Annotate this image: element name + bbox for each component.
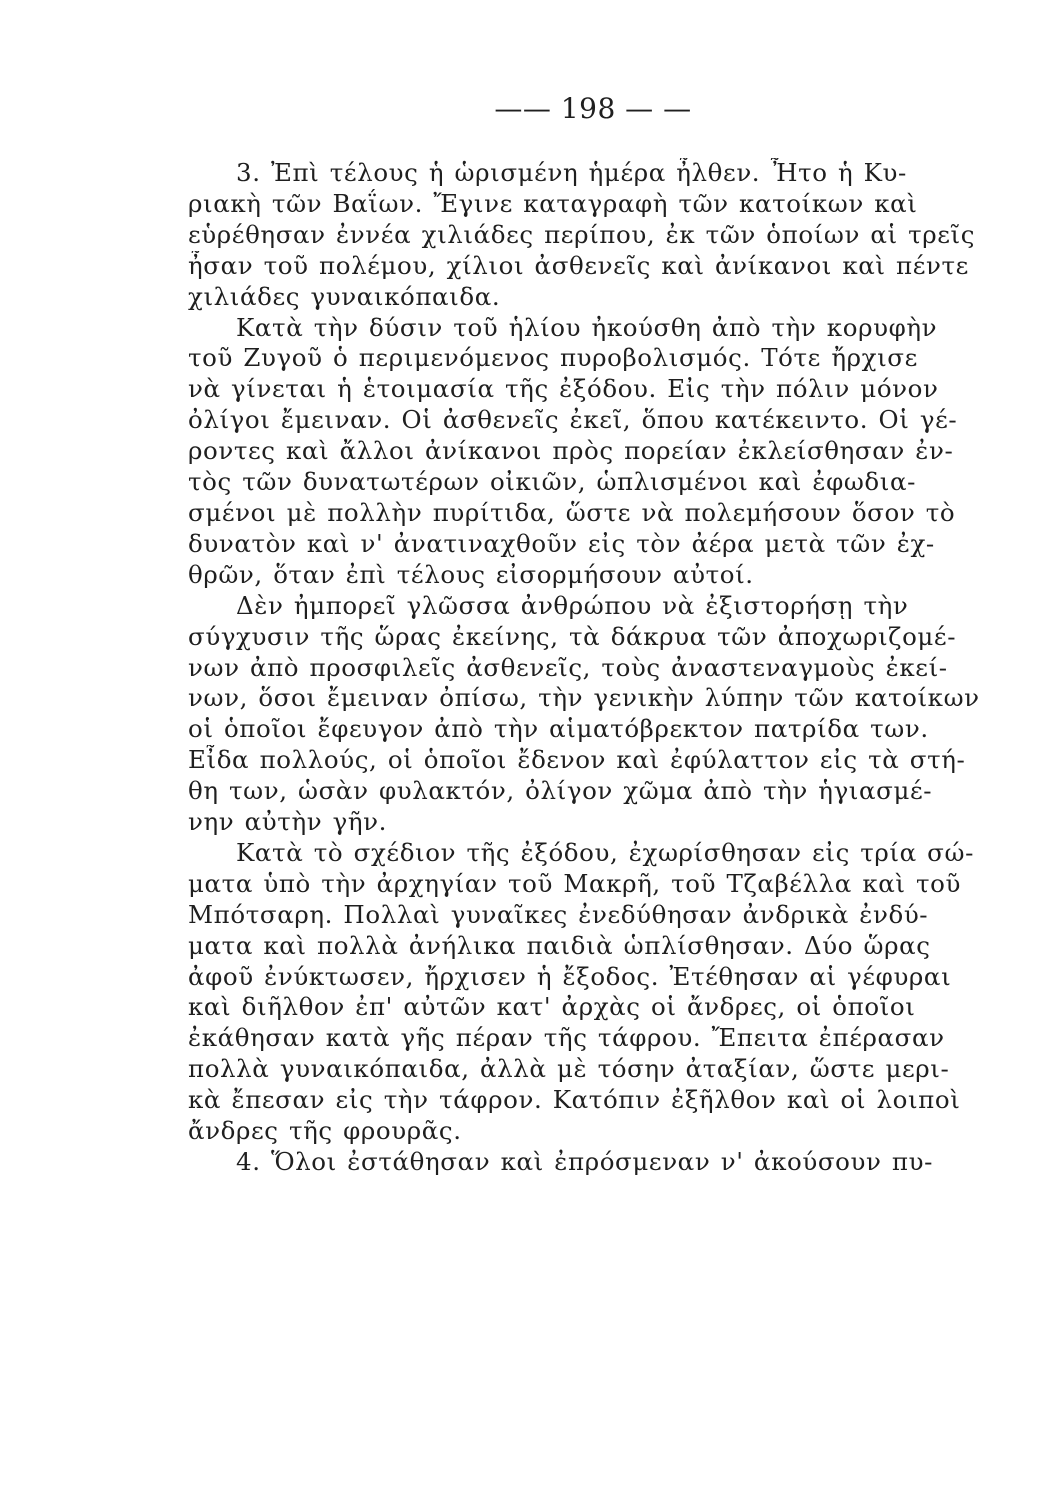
text-line: ματα ὑπὸ τὴν ἀρχηγίαν τοῦ Μακρῆ, τοῦ Τζαβέλλα καὶ τοῦ: [188, 868, 961, 898]
text-line: εὑρέθησαν ἐννέα χιλιάδες περίπου, ἐκ τῶν ὁποίων αἱ τρεῖς: [188, 219, 976, 249]
body-text: [188, 158, 998, 1178]
text-line: χιλιάδες γυναικόπαιδα.: [188, 281, 501, 311]
text-line: 4. Ὅλοι ἐστάθησαν καὶ ἐπρόσμεναν ν' ἀκούσουν πυ-: [236, 1147, 933, 1176]
text-line: Δὲν ἠμπορεῖ γλῶσσα ἀνθρώπου νὰ ἐξιστορήσῃ τὴν: [236, 590, 909, 620]
text-line: τὸς τῶν δυνατωτέρων οἰκιῶν, ὡπλισμένοι καὶ ἐφωδια-: [188, 467, 916, 497]
paragraph: [188, 158, 998, 313]
paragraph: [188, 838, 998, 1147]
text-line: ροντες καὶ ἄλλοι ἀνίκανοι πρὸς πορείαν ἐκλείσθησαν ἐν-: [188, 436, 954, 466]
text-line: ἀφοῦ ἐνύκτωσεν, ἤρχισεν ἡ ἔξοδος. Ἐτέθησαν αἱ γέφυραι: [188, 961, 952, 991]
text-line: Εἶδα πολλούς, οἱ ὁποῖοι ἔδενον καὶ ἐφύλαττον εἰς τὰ στή-: [188, 745, 966, 775]
text-line: νὰ γίνεται ἡ ἑτοιμασία τῆς ἐξόδου. Εἰς τὴν πόλιν μόνον: [188, 374, 939, 404]
text-line: ἐκάθησαν κατὰ γῆς πέραν τῆς τάφρου. Ἔπειτα ἐπέρασαν: [188, 1023, 945, 1053]
text-line: νων ἀπὸ προσφιλεῖς ἀσθενεῖς, τοὺς ἀναστεναγμοὺς ἐκεί-: [188, 652, 948, 682]
text-line: νην αὐτὴν γῆν.: [188, 807, 388, 837]
book-page: [188, 92, 998, 1482]
text-line: Μπότσαρη. Πολλαὶ γυναῖκες ἐνεδύθησαν ἀνδρικὰ ἐνδύ-: [188, 899, 929, 929]
text-line: ὀλίγοι ἔμειναν. Οἱ ἀσθενεῖς ἐκεῖ, ὅπου κατέκειντο. Οἱ γέ-: [188, 405, 958, 435]
page-number: —— 198 — —: [494, 92, 692, 125]
text-line: Κατὰ τὸ σχέδιον τῆς ἐξόδου, ἐχωρίσθησαν εἰς τρία σώ-: [236, 837, 974, 867]
paragraph: [188, 1147, 998, 1178]
text-line: πολλὰ γυναικόπαιδα, ἀλλὰ μὲ τόσην ἀταξίαν, ὥστε μερι-: [188, 1054, 950, 1084]
text-line: οἱ ὁποῖοι ἔφευγον ἀπὸ τὴν αἱματόβρεκτον πατρίδα των.: [188, 714, 929, 744]
paragraph: [188, 313, 998, 591]
text-line: ἦσαν τοῦ πολέμου, χίλιοι ἀσθενεῖς καὶ ἀνίκανοι καὶ πέντε: [188, 250, 969, 280]
text-line: νων, ὅσοι ἔμειναν ὀπίσω, τὴν γενικὴν λύπην τῶν κατοίκων: [188, 683, 980, 713]
text-line: καὶ διῆλθον ἐπ' αὐτῶν κατ' ἀρχὰς οἱ ἄνδρες, οἱ ὁποῖοι: [188, 992, 916, 1022]
text-line: Κατὰ τὴν δύσιν τοῦ ἡλίου ἠκούσθη ἀπὸ τὴν κορυφὴν: [236, 312, 938, 342]
text-line: κὰ ἔπεσαν εἰς τὴν τάφρον. Κατόπιν ἐξῆλθον καὶ οἱ λοιποὶ: [188, 1085, 961, 1115]
text-line: 3. Ἐπὶ τέλους ἡ ὡρισμένη ἡμέρα ἦλθεν. Ἦτο ἡ Κυ-: [236, 158, 907, 187]
text-line: θη των, ὡσὰν φυλακτόν, ὀλίγον χῶμα ἀπὸ τὴν ἡγιασμέ-: [188, 776, 933, 806]
text-line: ματα καὶ πολλὰ ἀνήλικα παιδιὰ ὡπλίσθησαν. Δύο ὥρας: [188, 930, 931, 960]
text-line: θρῶν, ὅταν ἐπὶ τέλους εἰσορμήσουν αὐτοί.: [188, 559, 754, 589]
text-line: ἄνδρες τῆς φρουρᾶς.: [188, 1116, 462, 1146]
paragraph: [188, 591, 998, 838]
text-line: δυνατὸν καὶ ν' ἀνατιναχθοῦν εἰς τὸν ἀέρα μετὰ τῶν ἐχ-: [188, 528, 935, 558]
text-line: σύγχυσιν τῆς ὥρας ἐκείνης, τὰ δάκρυα τῶν ἀποχωριζομέ-: [188, 621, 957, 651]
text-line: τοῦ Ζυγοῦ ὁ περιμενόμενος πυροβολισμός. Τότε ἤρχισε: [188, 343, 918, 373]
text-line: σμένοι μὲ πολλὴν πυρίτιδα, ὥστε νὰ πολεμήσουν ὅσον τὸ: [188, 497, 956, 527]
text-line: ριακὴ τῶν Βαΐων. Ἔγινε καταγραφὴ τῶν κατοίκων καὶ: [188, 188, 918, 218]
